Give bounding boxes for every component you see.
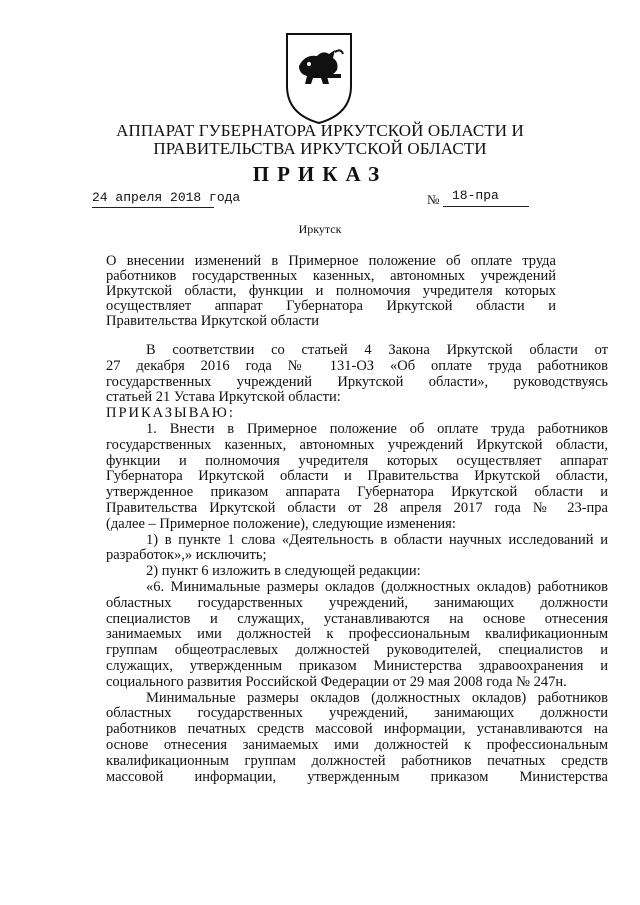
preamble-line: статьей 21 Устава Иркутской области: xyxy=(106,389,341,406)
subitem-1-line: разработок»,» исключить; xyxy=(106,547,267,564)
item-1-line: Правительства Иркутской области от 28 апреля 2017 года № 23-пра xyxy=(106,499,608,516)
item-1-line: функции и полномочия учредителя которых осуществляет аппарат xyxy=(106,452,608,469)
item-1-line: Губернатора Иркутской области и Правительства Иркутской области, xyxy=(106,468,608,485)
subject-line: Правительства Иркутской области xyxy=(106,312,320,329)
document-number: 18-пра xyxy=(452,188,499,203)
organization-name-line-1: АППАРАТ ГУБЕРНАТОРА ИРКУТСКОЙ ОБЛАСТИ И xyxy=(116,121,524,140)
number-sign: № xyxy=(427,192,440,207)
subject-line: Иркутской области, функции и полномочия учредителя которых xyxy=(106,282,556,299)
paragraph-6b-line: работников печатных средств массовой информации, устанавливаются на xyxy=(106,721,608,738)
paragraph-6-part-1 xyxy=(106,580,608,691)
item-1-line: государственных казенных, автономных учреждений Иркутской области, xyxy=(106,436,608,453)
document-date: 24 апреля 2018 года xyxy=(92,190,241,205)
subitem-2-line: 2) пункт 6 изложить в следующей редакции: xyxy=(146,563,421,580)
paragraph-6b-line: основе отнесения занимаемых ими должностей к профессиональным xyxy=(106,736,608,753)
paragraph-6-line: социального развития Российской Федерации от 29 мая 2008 года № 247н. xyxy=(106,673,567,690)
date-underline xyxy=(92,207,214,208)
preamble-line: 27 декабря 2016 года № 131-ОЗ «Об оплате труда работников xyxy=(106,357,608,374)
preamble xyxy=(106,343,608,406)
paragraph-6-line: «6. Минимальные размеры окладов (должностных окладов) работников xyxy=(146,578,608,595)
subject-line: работников государственных казенных, автономных учреждений xyxy=(106,267,556,284)
order-body xyxy=(106,343,608,785)
subitem-1-line: 1) в пункте 1 слова «Деятельность в области научных исследований и xyxy=(146,531,608,548)
paragraph-6b-line: областных государственных учреждений, занимающих должности xyxy=(106,705,608,722)
paragraph-6-line: областных государственных учреждений, занимающих должности xyxy=(106,594,608,611)
paragraph-6b-line: квалификационным группам должностей работников печатных средств xyxy=(106,752,608,769)
paragraph-6-line: служащих, утвержденным приказом Министерства здравоохранения и xyxy=(106,657,608,674)
order-word: ПРИКАЗЫВАЮ: xyxy=(106,405,235,422)
paragraph-6-part-2 xyxy=(106,691,608,786)
item-1-line: 1. Внести в Примерное положение об оплате труда работников xyxy=(146,420,608,437)
paragraph-6-line: группам общеотраслевых должностей руководителей, специалистов и xyxy=(106,642,608,659)
subject-line: осуществляет аппарат Губернатора Иркутской области и xyxy=(106,297,556,314)
city-name: Иркутск xyxy=(298,222,342,236)
coat-of-arms-emblem xyxy=(283,30,355,126)
item-1-line: утвержденное приказом аппарата Губернатора Иркутской области и xyxy=(106,484,608,501)
paragraph-6b-line: массовой информации, утвержденным приказом Министерства xyxy=(106,768,608,785)
document-type-title: ПРИКАЗ xyxy=(252,162,388,186)
order-subject xyxy=(106,254,556,329)
subject-line: О внесении изменений в Примерное положение об оплате труда xyxy=(106,253,556,269)
number-underline xyxy=(443,206,529,207)
item-1-line: (далее – Примерное положение), следующие изменения: xyxy=(106,515,456,532)
item-1 xyxy=(106,422,608,533)
preamble-line: государственных учреждений Иркутской области», руководствуясь xyxy=(106,373,608,390)
paragraph-6-line: специалистов и служащих, устанавливаются на основе отнесения xyxy=(106,610,608,627)
paragraph-6-line: занимаемых ими должностей к профессиональным квалификационным xyxy=(106,626,608,643)
subitem-1 xyxy=(106,533,608,565)
paragraph-6b-line: Минимальные размеры окладов (должностных окладов) работников xyxy=(146,689,608,706)
preamble-line: В соответствии со статьей 4 Закона Иркутской области от xyxy=(146,342,608,358)
organization-name-line-2: ПРАВИТЕЛЬСТВА ИРКУТСКОЙ ОБЛАСТИ xyxy=(153,139,487,158)
